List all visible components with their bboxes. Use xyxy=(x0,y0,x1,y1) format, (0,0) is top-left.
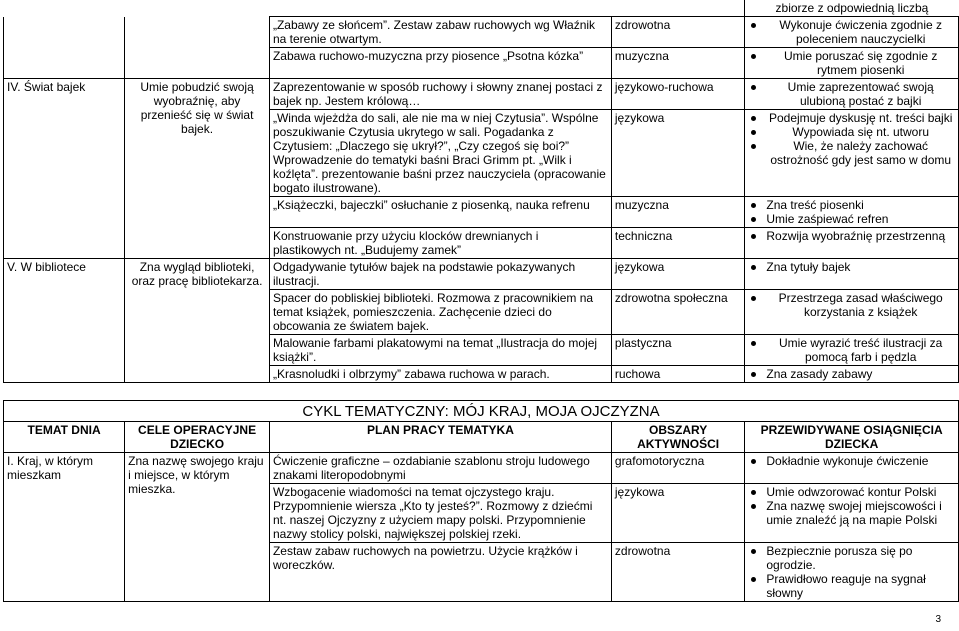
table-cell: techniczna xyxy=(611,228,744,259)
topic-cell: IV. Świat bajek xyxy=(4,79,125,259)
bullet-item: Zna tytuły bajek xyxy=(748,260,955,274)
table-cell: muzyczna xyxy=(611,48,744,79)
bullet-item: Rozwija wyobraźnię przestrzenną xyxy=(748,229,955,243)
table-cell: Konstruowanie przy użyciu klocków drewnianych i plastikowych nt. „Budujemy zamek” xyxy=(269,228,611,259)
table-cell: „Książeczki, bajeczki” osłuchanie z piosenką, nauka refrenu xyxy=(269,197,611,228)
bullet-item: Przestrzega zasad właściwego korzystania z książek xyxy=(748,291,955,319)
table-row xyxy=(4,48,959,79)
table-cell: Odgadywanie tytułów bajek na podstawie pokazywanych ilustracji. xyxy=(269,259,611,290)
table-cell: Zaprezentowanie w sposób ruchowy i słowny znanej postaci z bajek np. Jestem królową… xyxy=(269,79,611,110)
table-cell: Ćwiczenie graficzne – ozdabianie szablonu stroju ludowego znakami literopodobnymi xyxy=(269,453,611,484)
cycle-title-row xyxy=(4,401,959,422)
table-cell: językowa xyxy=(611,259,744,290)
bullet-item: Umie wyrazić treść ilustracji za pomocą farb i pędzla xyxy=(748,336,955,364)
cycle-title: CYKL TEMATYCZNY: MÓJ KRAJ, MOJA OJCZYZNA xyxy=(4,401,959,422)
table-cell: Wzbogacenie wiadomości na temat ojczystego kraju. Przypomnienie wiersza „Kto ty jesteś?”. Rozmowy z dziećmi nt. naszej Ojczyzny z użyciem mapy polski. Przypomnienie nazwy stolicy polski, największej polskiej rzeki. xyxy=(269,484,611,543)
table-cell: grafomotoryczna xyxy=(611,453,744,484)
header-goals: CELE OPERACYJNE DZIECKO xyxy=(125,422,270,453)
bullet-item: Prawidłowo reaguje na sygnał słowny xyxy=(748,572,955,600)
table-cell: Zestaw zabaw ruchowych na powietrzu. Użycie krążków i woreczków. xyxy=(269,543,611,602)
header-areas: OBSZARY AKTYWNOŚCI xyxy=(611,422,744,453)
header-plan: PLAN PRACY TEMATYKA xyxy=(269,422,611,453)
bullet-item: Zna zasady zabawy xyxy=(748,367,955,381)
table-cell: Malowanie farbami plakatowymi na temat „Ilustracja do mojej książki”. xyxy=(269,335,611,366)
bullet-item: Umie poruszać się zgodnie z rytmem piosenki xyxy=(748,49,955,77)
bullet-item: Dokładnie wykonuje ćwiczenie xyxy=(748,454,955,468)
table-row xyxy=(4,17,959,48)
header-row xyxy=(4,422,959,453)
bottom-table xyxy=(3,400,959,602)
bullet-item: Wie, że należy zachować ostrożność gdy jest samo w domu xyxy=(748,139,955,167)
table-cell: „Krasnoludki i olbrzymy” zabawa ruchowa w parach. xyxy=(269,366,611,383)
bullet-item: Umie zaśpiewać refren xyxy=(748,212,955,226)
table-cell: Zabawa ruchowo-muzyczna przy piosence „Psotna kózka” xyxy=(269,48,611,79)
bullet-item: Wypowiada się nt. utworu xyxy=(748,125,955,139)
table-cell: Spacer do pobliskiej biblioteki. Rozmowa z pracownikiem na temat książek, pomieszczenia. Zachęcenie dzieci do obcowania ze światem bajek. xyxy=(269,290,611,335)
table-cell: muzyczna xyxy=(611,197,744,228)
table-row xyxy=(4,453,959,484)
table-row xyxy=(4,0,959,17)
page-number: 3 xyxy=(935,614,941,625)
bullet-item: Umie zaprezentować swoją ulubioną postać z bajki xyxy=(748,80,955,108)
table-cell: zbiorze z odpowiednią liczbą xyxy=(745,0,959,17)
table-cell: ruchowa xyxy=(611,366,744,383)
bullet-item: Bezpiecznie porusza się po ogrodzie. xyxy=(748,544,955,572)
table-cell: językowa xyxy=(611,110,744,197)
table-cell: „Winda wjeżdża do sali, ale nie ma w niej Czytusia”. Wspólne poszukiwanie Czytusia ukrytego w sali. Pogadanka z Czytusiem: „Dlaczego się ukrył?”, „Czy czegoś się boi?” Wprowadzenie do tematyki baśni Braci Grimm pt. „Wilk i koźlęta”. prezentowanie baśni przez nauczyciela (opracowanie bogato ilustrowane). xyxy=(269,110,611,197)
table-cell: „Zabawy ze słońcem”. Zestaw zabaw ruchowych wg Właźnik na terenie otwartym. xyxy=(269,17,611,48)
header-topic: TEMAT DNIA xyxy=(4,422,125,453)
goal-cell: Zna nazwę swojego kraju i miejsce, w którym mieszka. xyxy=(125,453,270,602)
top-table xyxy=(3,0,959,383)
goal-cell: Zna wygląd biblioteki, oraz pracę bibliotekarza. xyxy=(125,259,270,383)
bullet-item: Wykonuje ćwiczenia zgodnie z poleceniem nauczycielki xyxy=(748,18,955,46)
table-cell: zdrowotna społeczna xyxy=(611,290,744,335)
topic-cell: V. W bibliotece xyxy=(4,259,125,383)
table-row xyxy=(4,259,959,290)
table-cell: językowa xyxy=(611,484,744,543)
table-cell: zdrowotna xyxy=(611,17,744,48)
table-row xyxy=(4,79,959,110)
bullet-item: Umie odwzorować kontur Polski xyxy=(748,485,955,499)
table-cell: zdrowotna xyxy=(611,543,744,602)
bullet-item: Zna treść piosenki xyxy=(748,198,955,212)
goal-cell: Umie pobudzić swoją wyobraźnię, aby przenieść się w świat bajek. xyxy=(125,79,270,259)
bullet-item: Zna nazwę swojej miejscowości i umie znaleźć ją na mapie Polski xyxy=(748,499,955,527)
bullet-item: Podejmuje dyskusję nt. treści bajki xyxy=(748,111,955,125)
header-achievements: PRZEWIDYWANE OSIĄGNIĘCIA DZIECKA xyxy=(745,422,959,453)
table-cell: plastyczna xyxy=(611,335,744,366)
table-cell: językowo-ruchowa xyxy=(611,79,744,110)
topic-cell: I. Kraj, w którym mieszkam xyxy=(4,453,125,602)
